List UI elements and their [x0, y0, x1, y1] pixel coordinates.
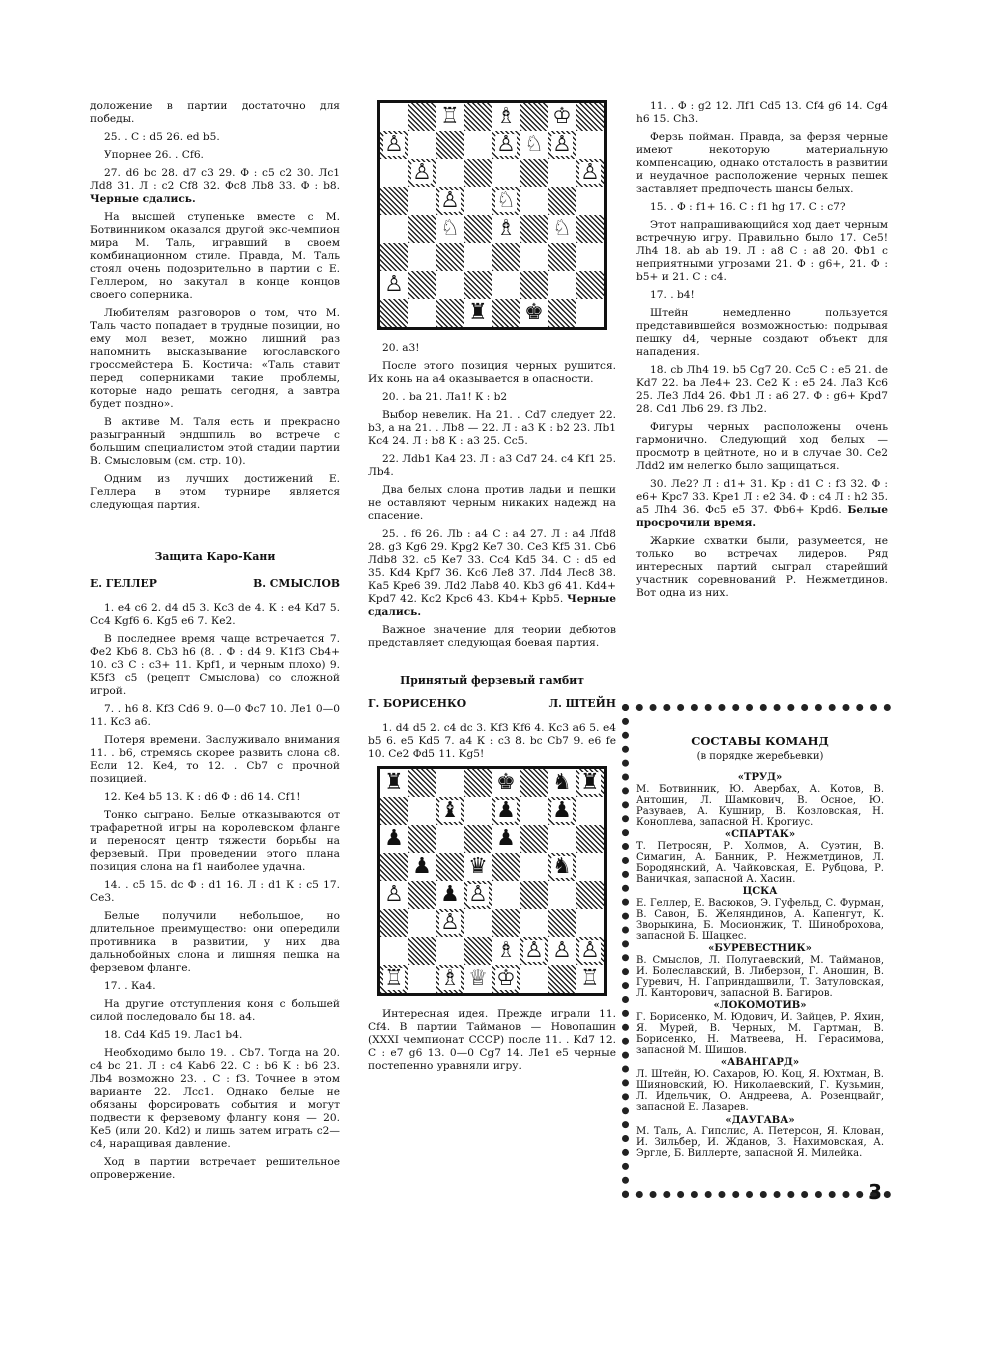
moves: 22. Лdb1 Ка4 23. Л : а3 Cd7 24. с4 Kf1 25. Лb4.: [368, 453, 616, 478]
board-square: [548, 909, 576, 937]
black-pawn-icon: ♟: [384, 826, 404, 851]
black-pawn-icon: ♟: [412, 854, 432, 879]
board-square: [576, 187, 604, 215]
player-white: Г. БОРИСЕНКО: [368, 697, 467, 710]
moves: 15. . Ф : f1+ 16. С : f1 hg 17. С : с7?: [650, 201, 846, 213]
board-square: [436, 159, 464, 187]
board-square: [548, 215, 576, 243]
player-black: В. СМЫСЛОВ: [253, 577, 340, 590]
board-square: [464, 131, 492, 159]
paragraph: Любителям разговоров о том, что М. Таль часто попадает в трудные позиции, но ему мол везет, можно лишний раз напомнить высказывание югославского гроссмейстера Б. Костича: «Таль ставит перед соперниками такие проблемы, которые надо решать сегодня, а завтра будет поздно».: [90, 307, 340, 410]
board-square: [436, 299, 464, 327]
teams-title: СОСТАВЫ КОМАНД: [691, 734, 829, 748]
team-name: «ТРУД»: [737, 772, 783, 784]
board-square: [380, 937, 408, 965]
board-square: [548, 937, 576, 965]
white-bishop-icon: ♗: [496, 938, 516, 963]
board-square: [464, 103, 492, 131]
board-square: [520, 965, 548, 993]
white-pawn-icon: ♙: [384, 882, 404, 907]
board-square: [436, 965, 464, 993]
board-square: [576, 271, 604, 299]
board-square: [464, 965, 492, 993]
team-players: Т. Петросян, Р. Холмов, А. Суэтин, В. Симагин, А. Банник, Р. Нежметдинов, Л. Бородянский, А. Чайковская, Е. Рубцова, Р. Ваничкая, запасной А. Хасин.: [636, 840, 884, 886]
board-square: [520, 937, 548, 965]
board-square: [520, 187, 548, 215]
board-square: [408, 187, 436, 215]
team-players: Е. Геллер, Е. Васюков, Э. Гуфельд, С. Фурман, В. Савон, Б. Желяндинов, А. Капенгут, К. Зворыкина, Б. Мосионжик, Т. Шиноброхова, запасной Б. Шацкес.: [636, 897, 884, 943]
board-square: [576, 131, 604, 159]
board-square: [576, 299, 604, 327]
board-square: [492, 243, 520, 271]
board-square: [464, 937, 492, 965]
board-square: [380, 797, 408, 825]
black-bishop-icon: ♝: [440, 798, 460, 823]
board-square: [548, 299, 576, 327]
paragraph: Необходимо было 19. . Cb7. Тогда на 20. с4 bc 21. Л : с4 Kab6 22. С : b6 K : b6 23. Лb4 возможно 23. . С : f3. Точнее в этом варианте 22. Лсс1. Однако белые не обязаны форсировать события и могут подвести к ферзевому флангу коня — 20. Ке5 (или 20. Kd2) и лишь затем играть с2—с4, наращивая давление.: [90, 1047, 340, 1150]
moves: 18. Cd4 Kd5 19. Лас1 b4.: [104, 1029, 243, 1041]
black-knight-icon: ♞: [552, 854, 572, 879]
board-square: [576, 215, 604, 243]
paragraph: Этот напрашивающийся ход дает черным встречную игру. Правильно было 17. Се5! Лh4 18. аb аb 19. Л : а8 С : а8 20. Фb1 с неприятными угрозами 21. Ф : g6+, 21. Ф : b5+ и 21. С : с4.: [636, 219, 888, 283]
white-knight-icon: ♘: [524, 132, 544, 157]
board-square: [464, 881, 492, 909]
board-square: [548, 965, 576, 993]
white-pawn-icon: ♙: [524, 938, 544, 963]
chess-diagram-2: [377, 766, 607, 996]
board-square: [380, 215, 408, 243]
white-pawn-icon: ♙: [440, 188, 460, 213]
black-king-icon: ♚: [496, 770, 516, 795]
black-pawn-icon: ♟: [496, 798, 516, 823]
board-square: [492, 299, 520, 327]
board-square: [520, 797, 548, 825]
moves: 18. cb Лh4 19. b5 Cg7 20. Сс5 С : е5 21. de Kd7 22. bа Ле4+ 23. Се2 К : е5 24. Ла3 Кс6 25. Ле3 Лd4 26. Фb1 Л : а6 27. Ф : g6+ Kpd7 28. Cd1 Лb6 29. f3 Лb2.: [636, 364, 888, 415]
board-square: [408, 131, 436, 159]
board-square: [576, 965, 604, 993]
board-square: [380, 881, 408, 909]
board-square: [436, 909, 464, 937]
players-line: [368, 697, 616, 710]
paragraph: доложение в партии достаточно для победы.: [90, 100, 340, 125]
white-knight-icon: ♘: [552, 216, 572, 241]
board-square: [408, 797, 436, 825]
team-name: ЦСКА: [742, 886, 778, 898]
board-square: [492, 271, 520, 299]
board-square: [576, 243, 604, 271]
board-square: [520, 299, 548, 327]
white-pawn-icon: ♙: [552, 938, 572, 963]
board-square: [492, 825, 520, 853]
team-name: «ЛОКОМОТИВ»: [713, 1000, 807, 1012]
board-square: [576, 937, 604, 965]
white-pawn-icon: ♙: [580, 160, 600, 185]
column-left: [90, 100, 340, 1187]
paragraph: Жаркие схватки были, разумеется, не только во встречах лидеров. Ряд интересных партий сыграл старейший участник соревнований Р. Нежметдинов. Вот одна из них.: [636, 535, 888, 599]
board-square: [492, 103, 520, 131]
paragraph: На высшей ступеньке вместе с М. Ботвинником оказался другой экс-чемпион мира М. Таль, игравший в своем комбинационном стиле. Правда, М. Таль стоял очень подозрительно в партии с Е. Геллером, но закутал в конце концов своего соперника.: [90, 211, 340, 301]
board-square: [464, 909, 492, 937]
board-square: [520, 881, 548, 909]
moves: [90, 167, 340, 206]
teams-box: [636, 714, 884, 1159]
white-pawn-icon: ♙: [552, 132, 572, 157]
board-square: [408, 769, 436, 797]
board-square: [380, 103, 408, 131]
board-square: [548, 243, 576, 271]
moves: 17. . Ка4.: [104, 980, 156, 992]
black-rook-icon: ♜: [384, 770, 404, 795]
board-square: [408, 853, 436, 881]
board-square: [548, 159, 576, 187]
page-number: 3: [868, 1180, 882, 1204]
moves: 14. . c5 15. dc Ф : d1 16. Л : d1 К : с5 17. Се3.: [90, 879, 340, 904]
paragraph: Ферзь пойман. Правда, за ферзя черные имеют некоторую материальную компенсацию, однако отсталость в развитии и неудачное расположение черных пешек заставляет предпочесть шансы белых.: [636, 131, 888, 195]
white-king-icon: ♔: [496, 966, 516, 991]
white-bishop-icon: ♗: [496, 104, 516, 129]
moves: 17. . b4!: [650, 289, 695, 301]
board-square: [576, 797, 604, 825]
board-square: [548, 853, 576, 881]
board-square: [492, 187, 520, 215]
board-square: [436, 937, 464, 965]
team-list: [636, 772, 884, 1159]
board-square: [548, 271, 576, 299]
teams-subtitle: (в порядке жеребьевки): [696, 751, 824, 763]
board-square: [408, 825, 436, 853]
board-square: [464, 797, 492, 825]
board-square: [548, 103, 576, 131]
board-square: [380, 159, 408, 187]
white-bishop-icon: ♗: [440, 966, 460, 991]
team-players: Л. Штейн, Ю. Сахаров, Ю. Коц, Я. Юхтман, В. Шияновский, Ю. Николаевский, Г. Кузьмин, Л. Идельчик, О. Андреева, А. Розенцвайг, запасной Е. Лазарев.: [636, 1068, 884, 1114]
board-square: [380, 965, 408, 993]
paragraph: Упорнее 26. . Cf6.: [104, 149, 204, 161]
board-square: [464, 159, 492, 187]
white-bishop-icon: ♗: [496, 216, 516, 241]
white-knight-icon: ♘: [440, 216, 460, 241]
black-pawn-icon: ♟: [440, 882, 460, 907]
moves: 11. . Ф : g2 12. Лf1 Cd5 13. Cf4 g6 14. Cg4 h6 15. Ch3.: [636, 100, 888, 125]
white-pawn-icon: ♙: [384, 132, 404, 157]
black-knight-icon: ♞: [552, 770, 572, 795]
board-square: [380, 299, 408, 327]
white-king-icon: ♔: [552, 104, 572, 129]
moves: [636, 478, 888, 530]
team-name: «БУРЕВЕСТНИК»: [708, 943, 812, 955]
team-players: М. Ботвинник, Ю. Авербах, А. Котов, В. Антошин, Л. Шамкович, В. Осное, Ю. Разуваев, А. Кушнир, В. Козловская, Н. Коноплева, запасной Н. Крогиус.: [636, 783, 884, 829]
board-square: [380, 131, 408, 159]
board-square: [464, 853, 492, 881]
board-square: [520, 271, 548, 299]
column-right: [636, 100, 888, 605]
board-square: [408, 965, 436, 993]
black-pawn-icon: ♟: [552, 798, 572, 823]
team-players: В. Смыслов, Л. Полугаевский, М. Тайманов, И. Болеславский, В. Либерзон, Г. Аношин, В. Гуревич, Н. Гаприндашвили, Т. Затуловская, Л. Канторович, запасной В. Багиров.: [636, 954, 884, 1000]
moves-text: 27. d6 bc 28. d7 c3 29. Ф : c5 c2 30. Лс1 Лd8 31. Л : c2 Cf8 32. Фс8 Лb8 33. Ф : b8.: [90, 167, 340, 192]
black-pawn-icon: ♟: [496, 826, 516, 851]
board-square: [576, 909, 604, 937]
board-square: [492, 909, 520, 937]
moves: [368, 528, 616, 619]
board-square: [520, 825, 548, 853]
board-square: [464, 825, 492, 853]
board-square: [464, 271, 492, 299]
white-knight-icon: ♘: [496, 188, 516, 213]
team-players: Г. Борисенко, М. Юдович, И. Зайцев, Р. Яхин, Я. Мурей, В. Черных, М. Гартман, В. Борисенко, Н. Матвеева, Н. Герасимова, запасной М. Шишов.: [636, 1011, 884, 1057]
board-square: [492, 937, 520, 965]
board-square: [520, 909, 548, 937]
board-square: [464, 299, 492, 327]
white-queen-icon: ♕: [468, 966, 488, 991]
player-white: Е. ГЕЛЛЕР: [90, 577, 157, 590]
black-king-icon: ♚: [524, 300, 544, 325]
board-square: [576, 853, 604, 881]
black-queen-icon: ♛: [468, 854, 488, 879]
players-line: [90, 577, 340, 590]
white-pawn-icon: ♙: [468, 882, 488, 907]
team-name: «СПАРТАК»: [724, 829, 796, 841]
board-square: [380, 853, 408, 881]
paragraph: Потеря времени. Заслуживало внимания 11. . b6, стремясь скорее развить слона с8. Если 12. Ке4, то 12. . Cb7 с прочной позицией.: [90, 734, 340, 785]
result-text: Черные сдались.: [368, 593, 616, 618]
moves: 7. . h6 8. Kf3 Cd6 9. 0—0 Фс7 10. Ле1 0—0 11. Кс3 а6.: [90, 703, 340, 728]
moves-text: 25. . f6 26. Лb : а4 С : а4 27. Л : а4 Лfd8 28. g3 Kg6 29. Kpg2 Ke7 30. Се3 Kf5 31. Cb6 Лdb8 32. с5 Ке7 33. Сс4 Kd5 34. С : d5 ed 35. Kd4 Kpf7 36. Кс6 Ле8 37. Лd4 Лес8 38. Ка5 Kpe6 39. Лd2 Лab8 40. Kb3 g6 41. Kd4+ Kpd7 42. Кс2 Kpc6 43. Kb4+ Kpb5.: [368, 528, 616, 605]
board-square: [492, 769, 520, 797]
board-square: [408, 215, 436, 243]
paragraph: Одним из лучших достижений Е. Геллера в этом турнире является следующая партия.: [90, 473, 340, 511]
board-square: [380, 909, 408, 937]
board-square: [436, 825, 464, 853]
board-square: [436, 797, 464, 825]
board-square: [380, 243, 408, 271]
board-square: [520, 243, 548, 271]
board-square: [436, 131, 464, 159]
paragraph: Белые получили небольшое, но длительное преимущество: они опередили противника в развитии, у них два дальнобойных слона и лишняя пешка на ферзевом фланге.: [90, 910, 340, 974]
moves: 1. d4 d5 2. с4 dc 3. Kf3 Kf6 4. Кс3 а6 5. е4 b5 6. е5 Kd5 7. а4 К : с3 8. bc Cb7 9. е6 fe 10. Се2 Фd5 11. Kg5!: [368, 722, 616, 760]
opening-heading: Защита Каро-Кани: [154, 550, 276, 563]
board-square: [548, 825, 576, 853]
board-square: [436, 243, 464, 271]
board-square: [548, 131, 576, 159]
board-square: [492, 797, 520, 825]
board-square: [492, 215, 520, 243]
board-square: [548, 769, 576, 797]
board-square: [576, 881, 604, 909]
opening-heading: Принятый ферзевый гамбит: [400, 674, 584, 687]
board-square: [492, 965, 520, 993]
paragraph: В активе М. Таля есть и прекрасно разыгранный эндшпиль во встрече с большим специалистом этой стадии партии В. Смысловым (см. стр. 10).: [90, 416, 340, 467]
board-square: [520, 769, 548, 797]
white-rook-icon: ♖: [440, 104, 460, 129]
board-square: [576, 159, 604, 187]
white-pawn-icon: ♙: [440, 910, 460, 935]
moves-text: 30. Ле2? Л : d1+ 31. Kp : d1 С : f3 32. Ф : е6+ Kpc7 33. Kpe1 Л : е2 34. Ф : с4 Л : h2 35. а5 Лh4 36. Фс5 е5 37. Фb6+ Kpd6.: [636, 478, 888, 516]
team-name: «ДАУГАВА»: [725, 1114, 795, 1126]
white-pawn-icon: ♙: [412, 160, 432, 185]
white-rook-icon: ♖: [580, 966, 600, 991]
paragraph: В последнее время чаще встречается 7. Фе2 Kb6 8. Cb3 h6 (8. . Ф : d4 9. K1f3 Cb4+ 10. c3 С : с3+ 11. Kpf1, и черным плохо) 9. K5f3 c5 (рецепт Смыслова) со сложной игрой.: [90, 633, 340, 697]
board-square: [520, 159, 548, 187]
board-square: [576, 825, 604, 853]
team-name: «АВАНГАРД»: [720, 1057, 800, 1069]
board-square: [548, 881, 576, 909]
paragraph: Выбор невелик. На 21. . Cd7 следует 22. b3, а на 21. . Лb8 — 22. Л : а3 К : b2 23. Лb1 Кс4 24. Л : b8 К : а3 25. Сс5.: [368, 409, 616, 447]
board-square: [408, 243, 436, 271]
board-square: [380, 769, 408, 797]
result-text: Черные сдались.: [90, 193, 196, 205]
board-square: [408, 937, 436, 965]
board-square: [520, 215, 548, 243]
board-square: [464, 769, 492, 797]
moves: 20. . bа 21. Ла1! К : b2: [382, 391, 508, 403]
result-text: Белые просрочили время.: [636, 504, 888, 529]
player-black: Л. ШТЕЙН: [548, 697, 616, 710]
board-square: [380, 271, 408, 299]
white-pawn-icon: ♙: [384, 272, 404, 297]
black-rook-icon: ♜: [468, 300, 488, 325]
board-square: [548, 797, 576, 825]
board-square: [380, 825, 408, 853]
moves: 20. а3!: [382, 342, 420, 354]
board-square: [408, 909, 436, 937]
board-square: [408, 271, 436, 299]
board-square: [408, 159, 436, 187]
board-square: [436, 215, 464, 243]
white-rook-icon: ♖: [384, 966, 404, 991]
board-square: [464, 243, 492, 271]
board-square: [520, 853, 548, 881]
paragraph: Фигуры черных расположены очень гармонично. Следующий ход белых — просмотр в цейтноте, но и в случае 30. Се2 Лdd2 им нелегко было защищаться.: [636, 421, 888, 472]
moves: 25. . С : d5 26. ed b5.: [104, 131, 220, 143]
board-square: [520, 131, 548, 159]
board-square: [436, 187, 464, 215]
paragraph: На другие отступления коня с большей силой последовало бы 18. а4.: [90, 998, 340, 1023]
board-square: [436, 881, 464, 909]
moves: 12. Ке4 b5 13. К : d6 Ф : d6 14. Cf1!: [104, 791, 301, 803]
board-square: [548, 187, 576, 215]
board-square: [576, 769, 604, 797]
board-square: [408, 103, 436, 131]
board-square: [436, 853, 464, 881]
paragraph: Ход в партии встречает решительное опровержение.: [90, 1156, 340, 1181]
board-square: [492, 881, 520, 909]
team-players: М. Таль, А. Гипслис, А. Петерсон, Я. Клован, И. Зильбер, И. Жданов, З. Нахимовская, А. Эргле, Б. Виллерте, запасной Я. Милейка.: [636, 1125, 884, 1160]
paragraph: Интересная идея. Прежде играли 11. Cf4. В партии Тайманов — Новопашин (XXXI чемпионат СССР) после 11. . Kd7 12. С : е7 g6 13. 0—0 Cg7 14. Ле1 е5 черные постепенно уравняли игру.: [368, 1008, 616, 1072]
board-square: [380, 187, 408, 215]
board-square: [464, 215, 492, 243]
moves: 1. е4 с6 2. d4 d5 3. Кс3 de 4. К : е4 Kd7 5. Сс4 Kgf6 6. Kg5 e6 7. Ке2.: [90, 602, 340, 627]
chess-diagram-1: [377, 100, 607, 330]
board-square: [408, 881, 436, 909]
board-square: [520, 103, 548, 131]
paragraph: Штейн немедленно пользуется представившейся возможностью: подрывая пешку d4, черные создают объект для нападения.: [636, 307, 888, 358]
board-square: [492, 131, 520, 159]
board-square: [408, 299, 436, 327]
board-square: [492, 159, 520, 187]
board-square: [464, 187, 492, 215]
paragraph: Важное значение для теории дебютов представляет следующая боевая партия.: [368, 624, 616, 649]
black-rook-icon: ♜: [580, 770, 600, 795]
board-square: [436, 769, 464, 797]
column-middle: [368, 100, 616, 1078]
paragraph: Два белых слона против ладьи и пешки не оставляют черным никаких надежд на спасение.: [368, 484, 616, 522]
board-square: [576, 103, 604, 131]
paragraph: После этого позиция черных рушится. Их конь на а4 оказывается в опасности.: [368, 360, 616, 385]
paragraph: Тонко сыграно. Белые отказываются от трафаретной игры на королевском фланге и переносят центр тяжести борьбы на ферзевый. При проведении этого плана позиция слона на f1 наиболее удачна.: [90, 809, 340, 873]
board-square: [436, 103, 464, 131]
board-square: [492, 853, 520, 881]
board-square: [436, 271, 464, 299]
white-pawn-icon: ♙: [580, 938, 600, 963]
white-pawn-icon: ♙: [496, 132, 516, 157]
